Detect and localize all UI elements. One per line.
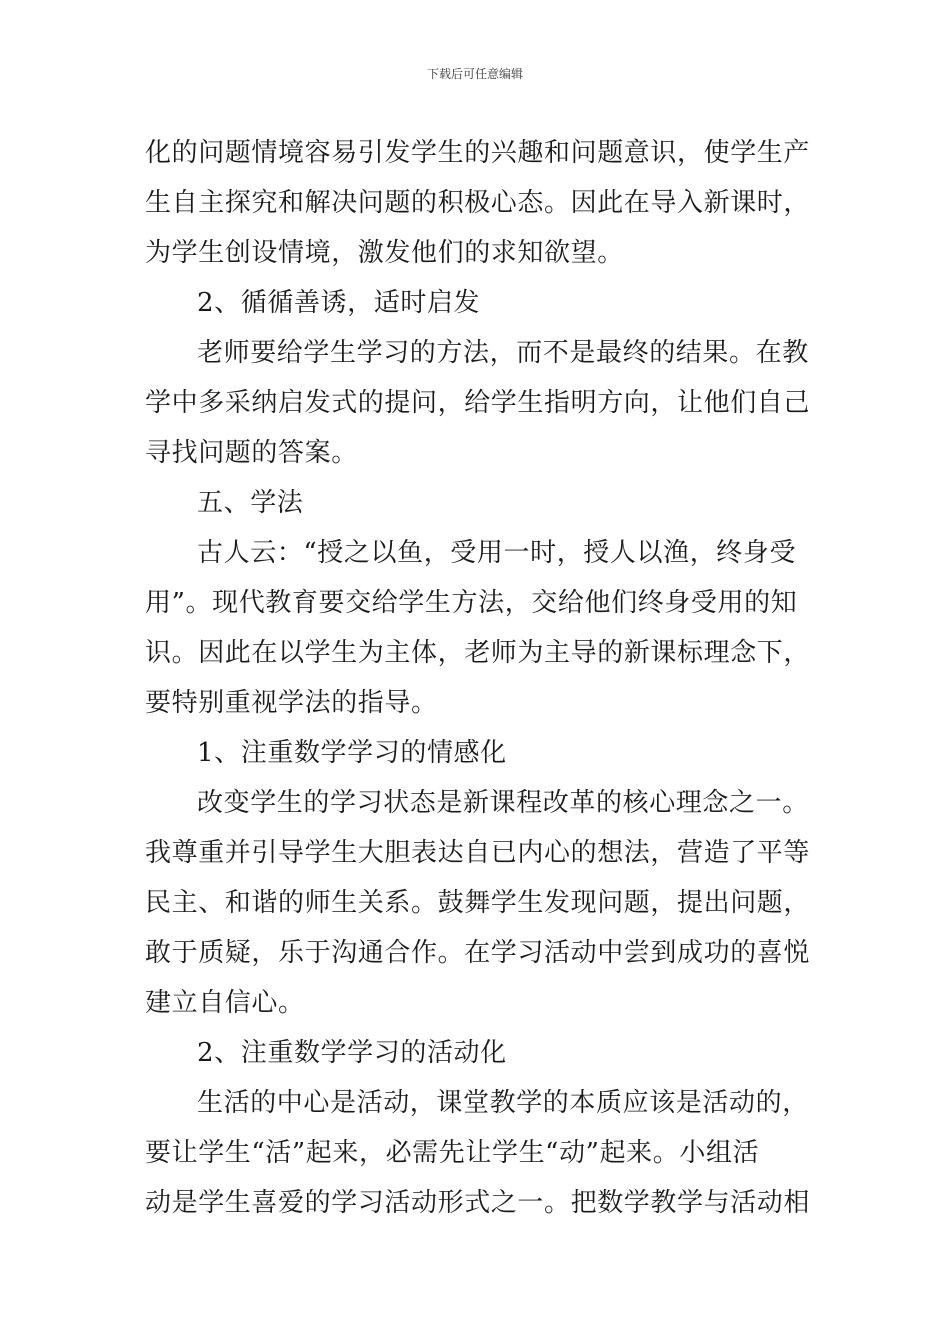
text-line: 生自主探究和解决问题的积极心态。因此在导入新课时， (145, 188, 811, 218)
text-line: 建立自信心。 (145, 988, 305, 1018)
text-line: 改变学生的学习状态是新课程改革的核心理念之一。 (197, 788, 809, 818)
text-line: 寻找问题的答案。 (145, 438, 358, 468)
text-line: 动是学生喜爱的学习活动形式之一。把数学教学与活动相 (145, 1188, 811, 1218)
page-header: 下载后可任意编辑 (426, 67, 523, 81)
text-line: 要让学生“活”起来，必需先让学生“动”起来。小组活 (145, 1138, 760, 1168)
text-line: 用”。现代教育要交给学生方法，交给他们终身受用的知 (145, 588, 798, 618)
text-line: 五、学法 (197, 488, 304, 518)
text-line: 民主、和谐的师生关系。鼓舞学生发现问题，提出问题， (145, 888, 811, 918)
document-body (145, 128, 810, 1228)
text-line: 老师要给学生学习的方法，而不是最终的结果。在教 (197, 338, 809, 368)
text-line: 学中多采纳启发式的提问，给学生指明方向，让他们自己 (145, 388, 811, 418)
text-line: 1、注重数学学习的情感化 (197, 738, 507, 768)
text-line: 要特别重视学法的指导。 (145, 688, 438, 718)
text-line: 我尊重并引导学生大胆表达自已内心的想法，营造了平等 (145, 838, 811, 868)
text-line: 生活的中心是活动，课堂教学的本质应该是活动的， (197, 1088, 809, 1118)
text-line: 2、注重数学学习的活动化 (197, 1038, 507, 1068)
text-line: 敢于质疑，乐于沟通合作。在学习活动中尝到成功的喜悦 (145, 938, 811, 968)
text-line: 识。因此在以学生为主体，老师为主导的新课标理念下， (145, 638, 811, 668)
text-line: 2、循循善诱，适时启发 (197, 288, 481, 318)
text-line: 古人云：“授之以鱼，受用一时，授人以渔，终身受 (197, 538, 797, 568)
text-line: 为学生创设情境，激发他们的求知欲望。 (145, 238, 624, 268)
text-line: 化的问题情境容易引发学生的兴趣和问题意识，使学生产 (145, 138, 811, 168)
